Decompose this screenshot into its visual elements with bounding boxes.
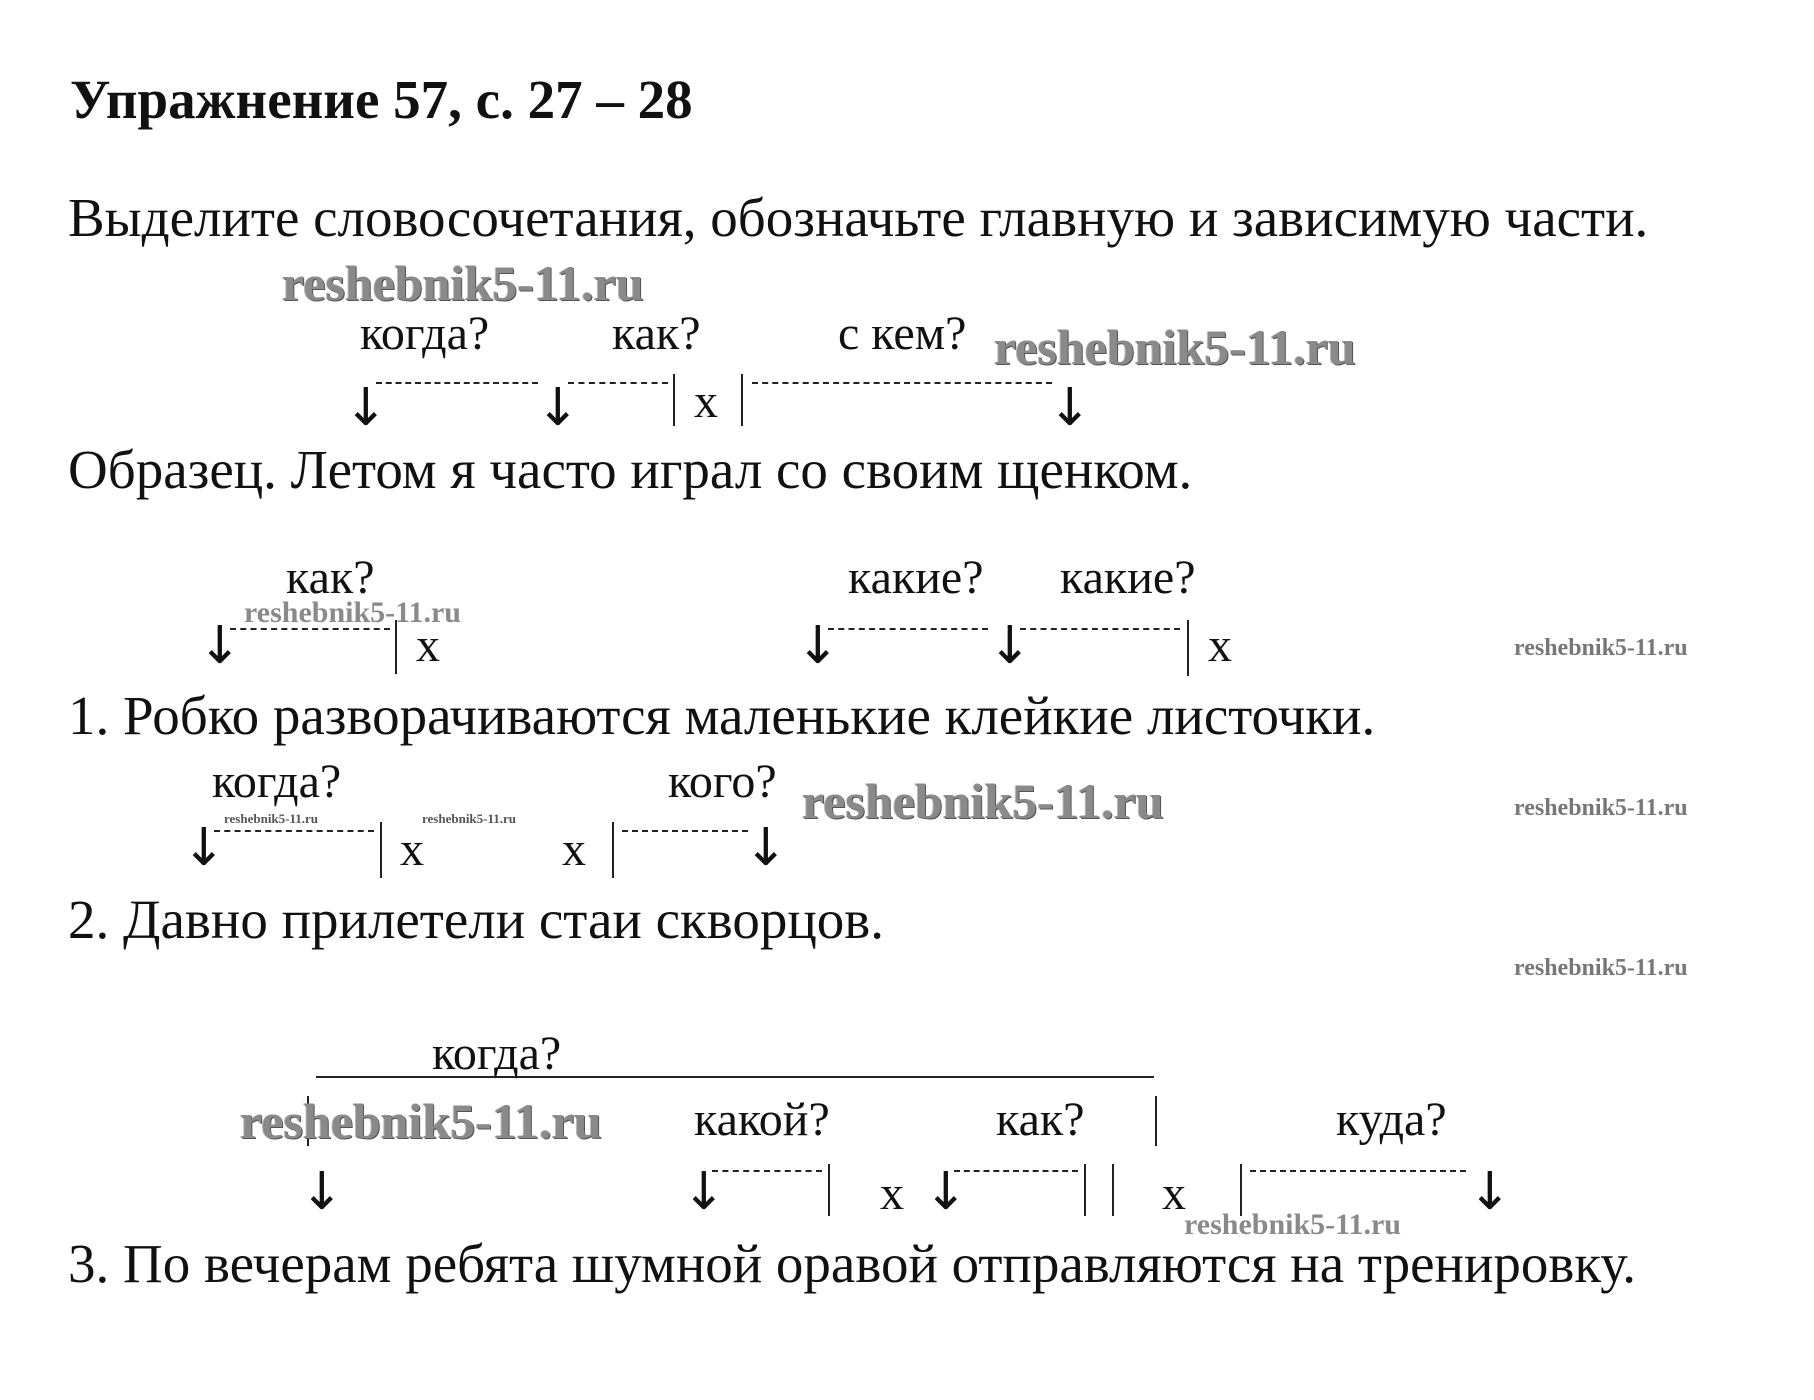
question-label: куда?: [1336, 1093, 1447, 1146]
question-label: как?: [612, 307, 701, 360]
watermark: reshebnik5-11.ru: [994, 319, 1356, 375]
connector-line: [568, 382, 668, 384]
connector-line: [828, 628, 988, 630]
watermark: reshebnik5-11.ru: [244, 596, 461, 629]
sentence-1: 1. Робко разворачиваются маленькие клейкие листочки.: [68, 685, 1376, 746]
divider: [612, 822, 614, 878]
dependent-arrow: ↓: [1048, 378, 1092, 438]
watermark: reshebnik5-11.ru: [802, 773, 1164, 829]
dependent-arrow: ↓: [182, 818, 226, 878]
watermark: reshebnik5-11.ru: [422, 811, 517, 826]
divider: [1084, 1164, 1086, 1216]
dependent-arrow: ↓: [536, 378, 580, 438]
instruction: Выделите словосочетания, обозначьте главную и зависимую части.: [68, 187, 1649, 248]
sample-sentence: Образец. Летом я часто играл со своим щенком.: [68, 439, 1193, 500]
question-label: когда?: [432, 1027, 562, 1080]
dependent-arrow: ↓: [924, 1162, 968, 1222]
question-label: какой?: [694, 1093, 830, 1146]
main-word-mark: x: [416, 619, 440, 672]
watermark: reshebnik5-11.ru: [1514, 795, 1688, 821]
watermark: reshebnik5-11.ru: [224, 811, 319, 826]
dependent-arrow: ↓: [988, 616, 1032, 676]
main-word-mark: x: [1208, 619, 1232, 672]
dependent-arrow: ↓: [344, 378, 388, 438]
main-word-mark: x: [562, 823, 586, 876]
dependent-arrow: ↓: [198, 616, 242, 676]
divider: [1187, 620, 1189, 676]
question-label: как?: [286, 551, 375, 604]
question-label: как?: [996, 1093, 1085, 1146]
watermark: reshebnik5-11.ru: [282, 255, 644, 311]
question-label: какие?: [1060, 551, 1196, 604]
question-label: кого?: [668, 755, 777, 808]
divider: [380, 822, 382, 878]
sentence-2: 2. Давно прилетели стаи скворцов.: [68, 889, 884, 950]
main-word-mark: x: [1162, 1167, 1186, 1220]
divider: [1155, 1096, 1157, 1146]
watermark: reshebnik5-11.ru: [240, 1093, 602, 1149]
divider: [1112, 1164, 1114, 1216]
underline-bracket: [316, 1076, 1154, 1078]
divider: [741, 374, 743, 426]
question-label: когда?: [212, 755, 342, 808]
question-label: какие?: [848, 551, 984, 604]
connector-line: [622, 830, 748, 832]
dependent-arrow: ↓: [300, 1162, 344, 1222]
main-word-mark: x: [400, 823, 424, 876]
connector-line: [230, 628, 390, 630]
watermark: reshebnik5-11.ru: [1514, 635, 1688, 661]
dependent-arrow: ↓: [744, 818, 788, 878]
divider: [673, 374, 675, 426]
connector-line: [752, 382, 1052, 384]
exercise-title: Упражнение 57, с. 27 – 28: [70, 69, 693, 130]
divider: [395, 620, 397, 674]
connector-line: [214, 830, 374, 832]
question-label: с кем?: [838, 307, 967, 360]
main-word-mark: x: [694, 375, 718, 428]
dependent-arrow: ↓: [1468, 1162, 1512, 1222]
dependent-arrow: ↓: [682, 1162, 726, 1222]
sentence-3: 3. По вечерам ребята шумной оравой отправляются на тренировку.: [68, 1233, 1637, 1294]
main-word-mark: x: [880, 1167, 904, 1220]
connector-line: [376, 382, 538, 384]
question-label: когда?: [360, 307, 490, 360]
divider: [828, 1164, 830, 1216]
connector-line: [1020, 628, 1180, 630]
dependent-arrow: ↓: [796, 616, 840, 676]
connector-line: [954, 1170, 1078, 1172]
watermark: reshebnik5-11.ru: [1514, 955, 1688, 981]
watermark: reshebnik5-11.ru: [1184, 1208, 1401, 1241]
connector-line: [712, 1170, 822, 1172]
connector-line: [1250, 1170, 1466, 1172]
